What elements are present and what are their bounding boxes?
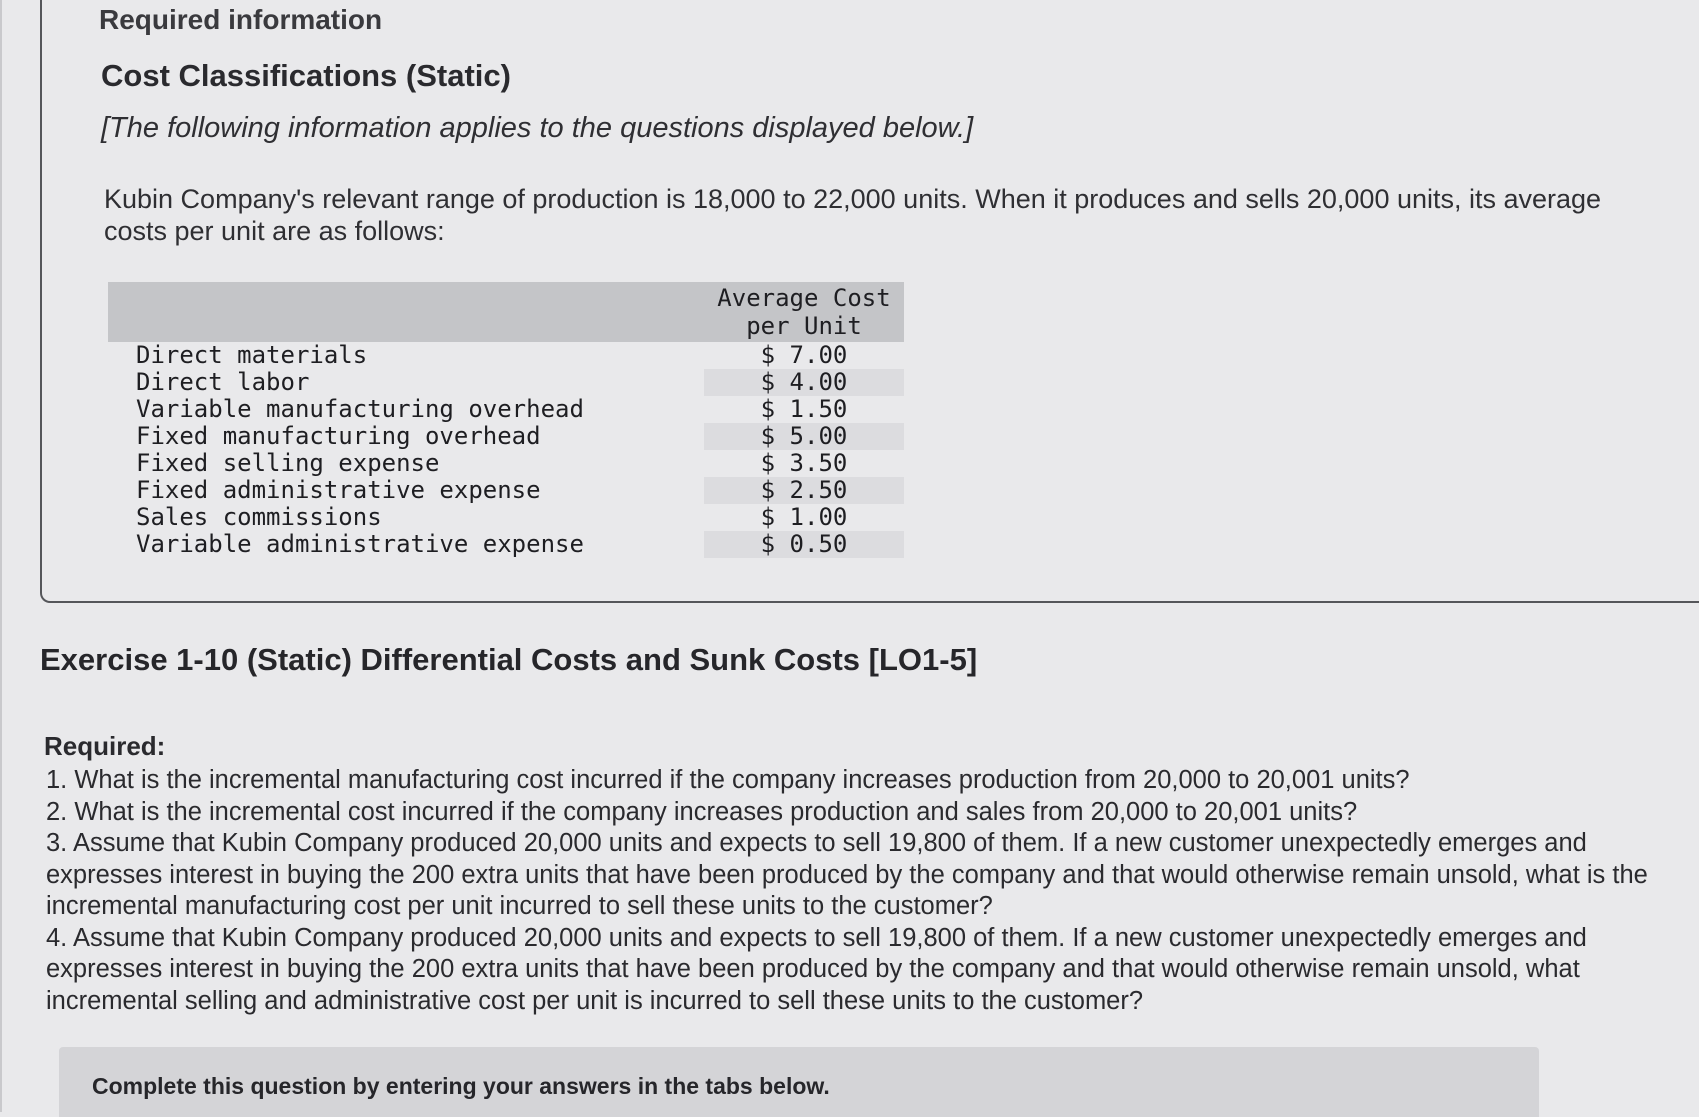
info-title: Cost Classifications (Static) — [101, 58, 511, 93]
table-row — [108, 504, 904, 531]
table-row — [108, 423, 904, 450]
cost-item: Fixed selling expense — [136, 449, 440, 477]
cost-item: Sales commissions — [136, 503, 382, 531]
table-row — [108, 342, 904, 369]
cost-amount: $ 2.50 — [704, 477, 904, 504]
required-information-label: Required information — [99, 4, 383, 35]
cost-item: Direct materials — [136, 341, 368, 369]
cost-item: Direct labor — [136, 368, 310, 396]
answer-tabs-panel — [59, 1047, 1539, 1117]
answer-instruction: Complete this question by entering your answers in the tabs below. — [92, 1073, 830, 1099]
cost-item: Fixed administrative expense — [136, 476, 541, 504]
table-row — [108, 450, 904, 477]
question-item: 1. What is the incremental manufacturing cost incurred if the company increases production from 20,000 to 20,001 units? — [46, 766, 1410, 794]
required-label: Required: — [44, 731, 166, 761]
cost-item: Fixed manufacturing overhead — [136, 422, 541, 450]
cost-table-header — [108, 282, 904, 342]
cost-amount: $ 5.00 — [704, 423, 904, 450]
cost-amount: $ 1.50 — [760, 395, 848, 423]
question-list — [46, 765, 1676, 1017]
cost-amount: $ 4.00 — [704, 369, 904, 396]
page-edge — [0, 0, 2, 1112]
table-row — [108, 396, 904, 423]
cost-amount: $ 0.50 — [704, 531, 904, 558]
table-row — [108, 477, 904, 504]
table-row — [108, 369, 904, 396]
header-line-1: Average Cost — [717, 284, 891, 312]
exercise-title: Exercise 1-10 (Static) Differential Costs and Sunk Costs [LO1-5] — [40, 642, 978, 677]
question-item: 3. Assume that Kubin Company produced 20,000 units and expects to sell 19,800 of them. If a new customer unexpectedly emerges and expresses interest in buying the 200 extra units that have been produced by the company and that would otherwise remain unsold, what is the incremental manufacturing cost per unit incurred to sell these units to the customer? — [46, 829, 1648, 920]
header-line-2: per Unit — [746, 312, 862, 340]
table-row — [108, 531, 904, 558]
cost-table — [108, 282, 904, 558]
cost-item: Variable administrative expense — [136, 530, 584, 558]
cost-amount: $ 3.50 — [760, 449, 848, 477]
info-note: [The following information applies to the questions displayed below.] — [101, 112, 974, 144]
question-item: 4. Assume that Kubin Company produced 20,000 units and expects to sell 19,800 of them. If a new customer unexpectedly emerges and expresses interest in buying the 200 extra units that have been produced by the company and that would otherwise remain unsold, what incremental selling and administrative cost per unit is incurred to sell these units to the customer? — [46, 923, 1587, 1015]
info-intro: Kubin Company's relevant range of production is 18,000 to 22,000 units. When it produces and sells 20,000 units, its average costs per unit are as follows: — [104, 184, 1602, 246]
cost-table-header-label — [704, 284, 904, 340]
cost-item: Variable manufacturing overhead — [136, 395, 584, 423]
cost-amount: $ 7.00 — [760, 341, 848, 369]
cost-amount: $ 1.00 — [760, 503, 848, 531]
question-item: 2. What is the incremental cost incurred if the company increases production and sales from 20,000 to 20,001 units? — [46, 797, 1358, 826]
